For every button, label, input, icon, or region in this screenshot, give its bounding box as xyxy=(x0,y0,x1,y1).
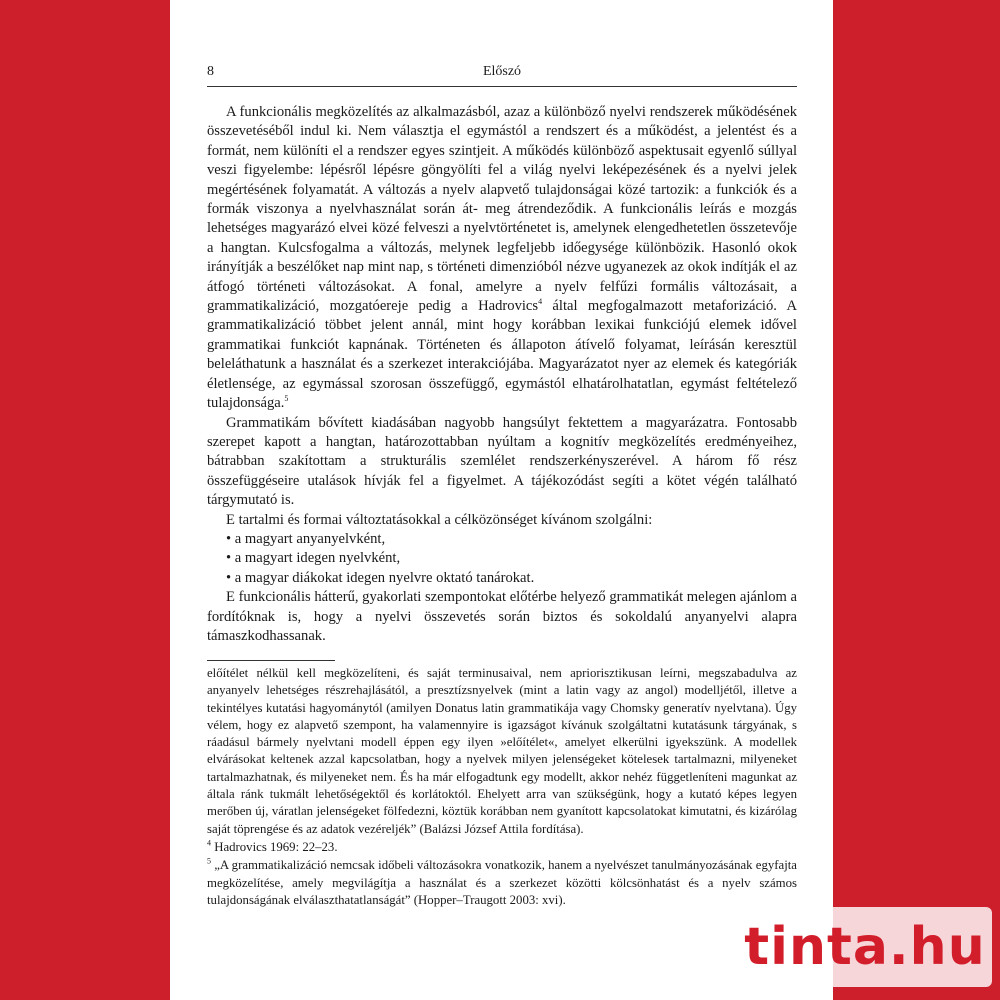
footnote-4-number: 4 xyxy=(207,838,211,848)
audience-list xyxy=(207,530,797,588)
running-header xyxy=(207,64,797,82)
paragraph-4: E funkcionális hátterű, gyakorlati szempontokat előtérbe helyező grammatikát melegen ajánlom a fordítóknak is, hogy a nyelvi összevetés során biztos és sokoldalú anyanyelvi alapra támaszkodhassanak. xyxy=(207,589,797,644)
footnote-5-number: 5 xyxy=(207,857,211,866)
header-rule xyxy=(207,86,797,87)
footnote-ref-5: 5 xyxy=(284,394,289,404)
paragraph-3: E tartalmi és formai változtatásokkal a célközönséget kívánom szolgálni: xyxy=(226,511,653,528)
page-content xyxy=(207,64,797,646)
footnote-4-text: Hadrovics 1969: 22–23. xyxy=(211,839,338,854)
footnotes xyxy=(207,660,797,910)
chapter-title: Előszó xyxy=(482,64,522,79)
footnote-5-text: „A grammatikalizáció nemcsak időbeli változásokra vonatkozik, hanem a nyelvészet tanulmányozásának egyfajta megközelítése, amely megvilágítja a használat és a szerkezet közötti kölcsönhatást és a nyelv számos tulajdonságának elválaszthatatlanságát” (Hopper–Traugott 2003: xvi). xyxy=(207,858,797,907)
footnote-ref-4: 4 xyxy=(538,297,543,307)
paragraph-1 xyxy=(207,103,797,414)
paragraph-2: Grammatikám bővített kiadásában nagyobb hangsúlyt fektettem a magyarázatra. Fontosabb szerepet kapott a hangtan, határozottabban nyúltam a kognitív megközelítés eredményeihez, bátrabban szakítottam a strukturális szemlélet rendszerkényszerével. A három fő rész összefüggéseire utalások hívják fel a figyelmet. A tájékozódást segíti a kötet végén található tárgymutató is. xyxy=(207,414,797,509)
main-text xyxy=(207,103,797,646)
watermark-text: tinta.hu xyxy=(744,917,986,977)
paragraph-1-part-b: által megfogalmazott metaforizáció. A grammatikalizáció többet jelent annál, mint hogy korábban lexikai funkciójú elemek idővel grammatikai funkciót kapnának. Történeten és állapoton átívelő folyamat, leírásán keresztül beleláthatunk a használat és a szerkezet interakciójába. Magyarázatot nyer az elemek és kategóriák életlensége, az egymással szorosan összefüggő, egymástól elhatárolhatatlan, egymást feltételező tulajdonsága. xyxy=(207,298,798,412)
footnote-4 xyxy=(207,839,797,856)
list-item: • a magyar diákokat idegen nyelvre oktató tanárokat. xyxy=(226,569,797,588)
footnote-5 xyxy=(207,857,797,909)
book-page xyxy=(170,0,833,1000)
list-item: • a magyart idegen nyelvként, xyxy=(226,549,797,568)
footnote-continuation: előítélet nélkül kell megközelíteni, és saját terminusaival, nem apriorisztikusan leírni, megszabadulva az anyanyelv lehetséges részrehajlásától, a presztízsnyelvek (mint a latin vagy az angol) modelljétől, illetve a tekintélyes kutatási hagyománytól (amilyen Donatus latin grammatikája vagy Chomsky generatív nyelvtana). Úgy vélem, hogy ez alapvető szempont, ha valamennyire is igazságot kívánuk szolgáltatni kutatásunk tárgyának, s ráadásul bármely nyelvtani modell éppen egy ilyen »előítélet«, amelyet elkerülni igyekszünk. A modellek elvárásokat keltenek azzal kapcsolatban, hogy a nyelvek milyen jelenségeket kötelesek tartalmazni, milyeneket tartalmazhatnak, és milyeneket nem. És ha már elfogadtunk egy modellt, akkor nehéz függetleníteni magunkat az általa ránk tukmált lehetőségektől és korlátoktól. Ehelyett arra van szükségünk, hogy a kutató képes legyen merőben új, váratlan jelenségeket fölfedezni, köztük korábban nem gyanított kapcsolatokat kimutatni, és kizárólag saját töprengése és az adatok vezéreljék” (Balázsi József Attila fordítása). xyxy=(207,666,797,836)
footnote-rule xyxy=(207,660,335,661)
paragraph-1-part-a: A funkcionális megközelítés az alkalmazásból, azaz a különböző nyelvi rendszerek működésének összevetéséből indul ki. Nem választja el egymástól a rendszert és a működést, a jelentést és a formát, nem különíti el a rendszer egyes szintjeit. A működés különböző aspektusait egyenlő súllyal veszi figyelembe: lépésről lépésre göngyölíti fel a világ nyelvi leképezésének és a nyelvi jelek megértésének folyamatát. A változás a nyelv alapvető tulajdonságai közé tartozik: a funkciók és a formák viszonya a nyelvhasználat során át- meg átrendeződik. A funkcionális leírás e mozgás lehetséges magyarázó elvei közé felveszi a nyelvtörténetet is, amelynek elengedhetetlen összetevője a hangtan. Kulcsfogalma a változás, melynek legfeljebb időegysége különbözik. Hasonló okok irányítják a beszélőket nap mint nap, s történeti dimenzióból nézve ugyanezek az okok indítják el az átfogó történeti változásokat. A fonal, amelyre a nyelv felfűzi formális változásait, a grammatikalizáció, mozgatóereje pedig a Hadrovics xyxy=(207,104,797,315)
page-number: 8 xyxy=(207,64,214,79)
list-item: • a magyart anyanyelvként, xyxy=(226,530,797,549)
tinta-watermark xyxy=(738,907,992,987)
